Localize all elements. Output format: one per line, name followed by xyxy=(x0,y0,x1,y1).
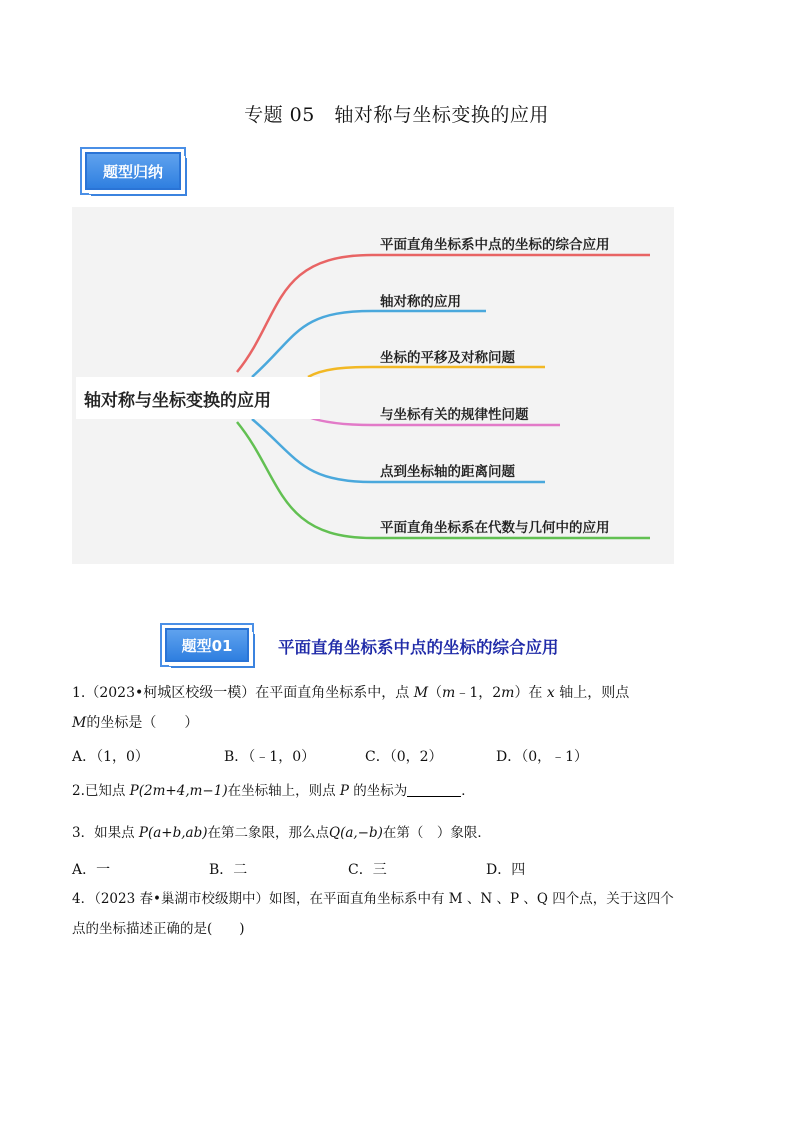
summary-badge-frame xyxy=(80,147,186,195)
branch-label-6: 平面直角坐标系在代数与几何中的应用 xyxy=(380,520,610,536)
q1-option-d: D．（0，﹣1） xyxy=(496,749,589,765)
section-title: 平面直角坐标系中点的坐标的综合应用 xyxy=(278,638,559,657)
q3-option-a: A．一 xyxy=(72,862,111,878)
mind-map xyxy=(72,207,674,564)
branch-label-2: 轴对称的应用 xyxy=(380,294,461,310)
section-badge-frame xyxy=(160,623,254,667)
q1-option-a: A．（1，0） xyxy=(72,749,149,765)
question-4-line-1: 4．（2023 春•巢湖市校级期中）如图，在平面直角坐标系中有 M 、N 、P 、Q 四个点，关于这四个 xyxy=(72,891,674,907)
q3-option-c: C．三 xyxy=(348,862,387,878)
question-3: 3．如果点 P(a+b,ab)在第二象限，那么点Q(a,−b)在第（ ）象限． xyxy=(72,825,491,841)
q1-option-b: B．（﹣1，0） xyxy=(224,749,316,765)
question-2: 2.已知点 P(2m+4,m−1)在坐标轴上，则点 P 的坐标为 ． xyxy=(72,783,475,799)
branch-label-1: 平面直角坐标系中点的坐标的综合应用 xyxy=(380,237,610,253)
q1-option-c: C．（0，2） xyxy=(365,749,443,765)
page-title: 专题 05 轴对称与坐标变换的应用 xyxy=(244,104,549,126)
branch-label-4: 与坐标有关的规律性问题 xyxy=(380,407,529,423)
question-1-line-1: 1.（2023•柯城区校级一模）在平面直角坐标系中，点 M（m﹣1，2m）在 x 轴上，则点 xyxy=(72,685,630,701)
branch-label-5: 点到坐标轴的距离问题 xyxy=(380,464,515,480)
section-badge: 题型01 xyxy=(165,628,249,662)
branch-line-3 xyxy=(308,367,545,377)
question-4 xyxy=(72,887,712,941)
q3-option-b: B．二 xyxy=(209,862,248,878)
question-1 xyxy=(72,681,692,735)
question-4-line-2: 点的坐标描述正确的是( ) xyxy=(72,921,245,937)
question-1-line-2: M的坐标是（ ） xyxy=(72,715,199,731)
q3-option-d: D．四 xyxy=(486,862,526,878)
answer-blank[interactable] xyxy=(407,782,461,797)
mind-map-center: 轴对称与坐标变换的应用 xyxy=(76,377,320,419)
branch-label-3: 坐标的平移及对称问题 xyxy=(380,350,515,366)
summary-badge: 题型归纳 xyxy=(85,152,181,190)
